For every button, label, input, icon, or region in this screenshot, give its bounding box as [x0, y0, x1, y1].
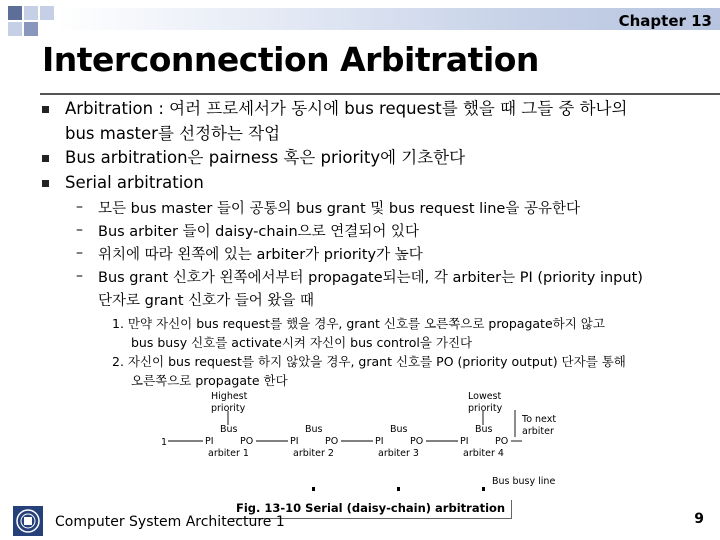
to-next-arbiter-label: To next arbiter — [522, 414, 557, 437]
arbiter-po-label: PO — [495, 436, 509, 447]
bullet-serial-arbitration: Serial arbitration — [65, 173, 204, 192]
arbiter-pi-label: PI — [205, 436, 214, 447]
arbiter-pi-label: PI — [375, 436, 384, 447]
bullet-text: Arbitration : 여러 프로세서가 동시에 bus request를 했을 때 그들 중 하나의 — [65, 99, 628, 118]
arbiter-po-label: PO — [325, 436, 339, 447]
bus-busy-tap — [312, 487, 315, 491]
arbiter-pi-label: PI — [290, 436, 299, 447]
arbiter-name-label: arbiter 4 — [463, 448, 504, 459]
bullet-arbitration — [65, 97, 627, 146]
page-number: 9 — [694, 511, 704, 527]
arbiter-name-label: arbiter 1 — [208, 448, 249, 459]
numbered-continuation: 오른쪽으로 propagate 한다 — [131, 373, 288, 388]
bus-busy-line-label: Bus busy line — [492, 476, 556, 487]
grant-input-label: 1 — [161, 437, 168, 448]
bullet-marker — [42, 155, 49, 162]
subbullet-item: 위치에 따라 왼쪽에 있는 arbiter가 priority가 높다 — [98, 247, 423, 263]
daisy-chain-diagram — [150, 385, 570, 497]
dash-marker: – — [76, 245, 83, 261]
arbiter-bus-label: Bus — [475, 424, 493, 435]
bullet-bus-arbitration: Bus arbitration은 pairness 혹은 priority에 기초한다 — [65, 148, 466, 167]
subbullet-item: 모든 bus master 들이 공통의 bus grant 및 bus request line을 공유한다 — [98, 201, 580, 217]
chapter-label: Chapter 13 — [618, 12, 712, 30]
university-logo-icon — [12, 505, 44, 537]
corner-decoration — [0, 0, 60, 45]
arbiter-pi-label: PI — [460, 436, 469, 447]
bus-busy-tap — [397, 487, 400, 491]
arbiter-po-label: PO — [410, 436, 424, 447]
bus-busy-tap — [482, 487, 485, 491]
numbered-item: 2. 자신이 bus request를 하지 않았을 경우, grant 신호를 PO (priority output) 단자를 통해 — [112, 354, 626, 369]
arbiter-name-label: arbiter 2 — [293, 448, 334, 459]
subbullet-continuation: 단자로 grant 신호가 들어 왔을 때 — [98, 293, 315, 309]
dash-marker: – — [76, 199, 83, 215]
arbiter-po-label: PO — [240, 436, 254, 447]
slide-title: Interconnection Arbitration — [42, 40, 539, 79]
numbered-item: 1. 만약 자신이 bus request를 했을 경우, grant 신호를 오른쪽으로 propagate하지 않고 — [112, 316, 605, 331]
bullet-marker — [42, 180, 49, 187]
dash-marker: – — [76, 222, 83, 238]
footer-course-title: Computer System Architecture 1 — [55, 514, 285, 530]
arbiter-bus-label: Bus — [390, 424, 408, 435]
arbiter-bus-label: Bus — [220, 424, 238, 435]
lowest-priority-label: Lowest priority — [468, 391, 503, 414]
bullet-marker — [42, 106, 49, 113]
subbullet-item: Bus arbiter 들이 daisy-chain으로 연결되어 있다 — [98, 224, 419, 240]
dash-marker: – — [76, 268, 83, 284]
subbullet-item: Bus grant 신호가 왼쪽에서부터 propagate되는데, 각 arbiter는 PI (priority input) — [98, 270, 643, 286]
title-rule — [40, 93, 720, 95]
numbered-continuation: bus busy 신호를 activate시켜 자신이 bus control을 가진다 — [131, 335, 473, 350]
figure-caption: Fig. 13-10 Serial (daisy-chain) arbitration — [230, 500, 512, 519]
highest-priority-label: Highest priority — [211, 391, 248, 414]
arbiter-bus-label: Bus — [305, 424, 323, 435]
arbiter-name-label: arbiter 3 — [378, 448, 419, 459]
bullet-text: bus master를 선정하는 작업 — [65, 123, 281, 143]
